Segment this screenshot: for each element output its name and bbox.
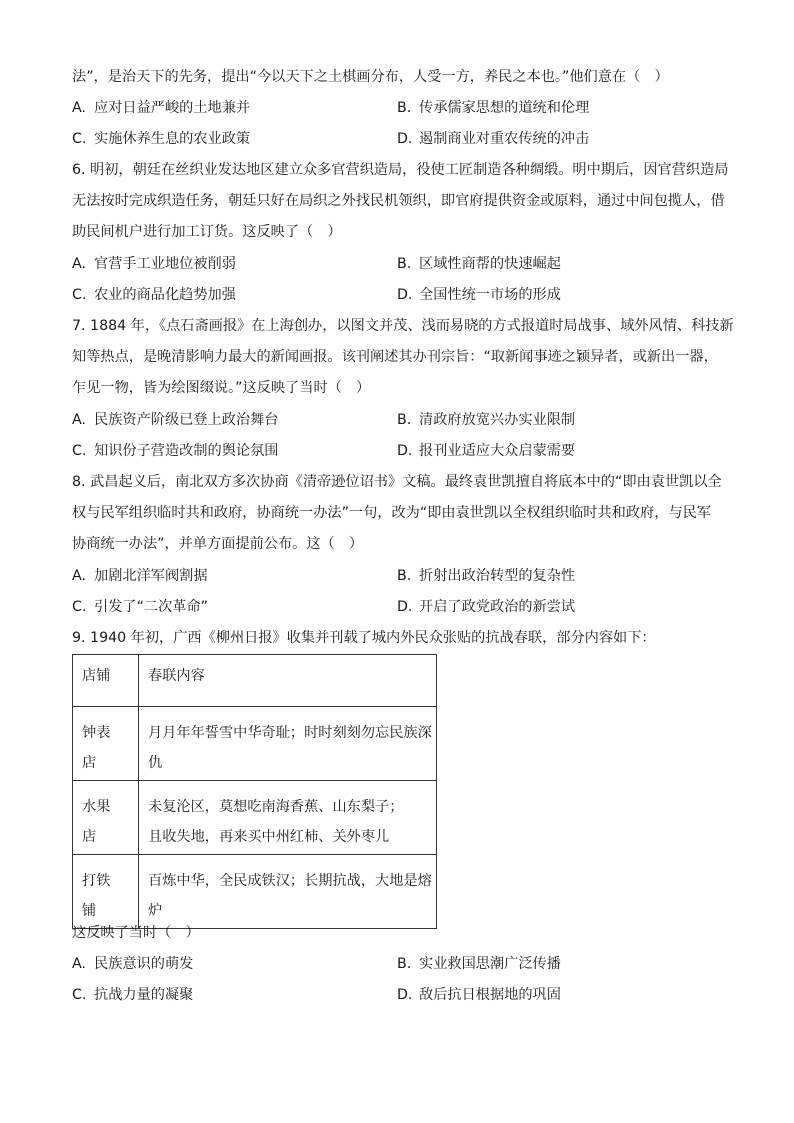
option-key: B. xyxy=(397,100,412,116)
option-key: A. xyxy=(72,412,86,428)
option-text: 区域性商帮的快速崛起 xyxy=(419,256,561,272)
option-key: D. xyxy=(397,287,413,303)
q8-stem-line-3: 协商统一办法”，并单方面提前公布。这（ ） xyxy=(72,536,364,552)
option-key: B. xyxy=(397,256,412,272)
option-text: 传承儒家思想的道统和伦理 xyxy=(419,100,590,116)
option-key: C. xyxy=(72,287,87,303)
option-text: 遏制商业对重农传统的冲击 xyxy=(419,131,590,147)
q9-option-c[interactable] xyxy=(72,985,193,1005)
q9-stem-line-1: 9. 1940 年初，广西《柳州日报》收集并刊载了城内外民众张贴的抗战春联，部分内容如下： xyxy=(72,630,656,646)
shop-line-1: 水果 xyxy=(82,799,111,815)
option-key: A. xyxy=(72,956,86,972)
q8-option-b[interactable] xyxy=(397,566,575,586)
q8-stem-line-2: 权与民军组织临时共和政府，协商统一办法”一句，改为“即由袁世凯以全权组织临时共和政府，与民军 xyxy=(72,505,711,521)
option-text: 知识份子营造改制的舆论氛围 xyxy=(94,443,279,459)
q7-option-d[interactable] xyxy=(397,441,575,461)
couplet-line-1: 月月年年誓雪中华奇耻；时时刻刻勿忘民族深 xyxy=(148,725,432,741)
option-key: C. xyxy=(72,599,87,615)
q7-stem-line-3: 乍见一物，皆为绘图缀说。”这反映了当时（ ） xyxy=(72,380,371,396)
shop-line-2: 铺 xyxy=(82,903,97,919)
option-key: B. xyxy=(397,956,412,972)
q7-stem-line-1: 7. 1884 年，《点石斋画报》在上海创办，以图文并茂、浅而易晓的方式报道时局战事、域外风情、科技新 xyxy=(72,318,734,334)
shop-line-1: 打铁 xyxy=(82,873,111,889)
q6-stem-line-2: 无法按时完成织造任务，朝廷只好在局织之外找民机领织，即官府提供资金或原料，通过中间包揽人，借 xyxy=(72,193,725,209)
q8-option-c[interactable] xyxy=(72,597,208,617)
option-key: D. xyxy=(397,443,413,459)
option-key: C. xyxy=(72,131,87,147)
option-key: C. xyxy=(72,987,87,1003)
option-text: 农业的商品化趋势加强 xyxy=(94,287,236,303)
q6-option-b[interactable] xyxy=(397,254,561,274)
option-key: D. xyxy=(397,131,413,147)
q9-option-d[interactable] xyxy=(397,985,561,1005)
option-text: 实业救国思潮广泛传播 xyxy=(419,956,561,972)
option-key: A. xyxy=(72,568,86,584)
q6-option-a[interactable] xyxy=(72,254,236,274)
q7-stem-line-2: 知等热点，是晚清影响力最大的新闻画报。该刊阐述其办刊宗旨：“取新闻事迹之颖异者，或新出一器， xyxy=(72,349,718,365)
q6-option-d[interactable] xyxy=(397,285,561,305)
q8-stem-line-1: 8. 武昌起义后，南北双方多次协商《清帝逊位诏书》文稿。最终袁世凯擅自将底本中的“即由袁世凯以全 xyxy=(72,474,722,490)
option-key: A. xyxy=(72,256,86,272)
table-cell-couplet xyxy=(139,855,437,929)
q6-option-c[interactable] xyxy=(72,285,236,305)
q6-stem-line-3: 助民间机户进行加工订货。这反映了（ ） xyxy=(72,224,342,240)
option-text: 加剧北洋军阀割据 xyxy=(94,568,208,584)
option-text: 抗战力量的凝聚 xyxy=(94,987,194,1003)
option-text: 引发了“二次革命” xyxy=(94,599,209,615)
option-text: 报刊业适应大众启蒙需要 xyxy=(419,443,576,459)
q5-option-b[interactable] xyxy=(397,98,589,118)
option-text: 清政府放宽兴办实业限制 xyxy=(419,412,576,428)
couplet-table xyxy=(72,654,437,929)
option-text: 应对日益严峻的土地兼并 xyxy=(94,100,251,116)
shop-line-2: 店 xyxy=(82,829,97,845)
option-text: 敌后抗日根据地的巩固 xyxy=(419,987,561,1003)
option-key: D. xyxy=(397,987,413,1003)
table-header-row xyxy=(73,655,437,707)
option-text: 实施休养生息的农业政策 xyxy=(94,131,251,147)
option-text: 开启了政党政治的新尝试 xyxy=(419,599,576,615)
q5-option-a[interactable] xyxy=(72,98,250,118)
shop-line-1: 钟表 xyxy=(82,725,111,741)
option-key: C. xyxy=(72,443,87,459)
shop-line-2: 店 xyxy=(82,755,97,771)
q7-option-c[interactable] xyxy=(72,441,278,461)
option-key: A. xyxy=(72,100,86,116)
table-row xyxy=(73,707,437,781)
table-cell-shop xyxy=(73,707,139,781)
table-cell-couplet xyxy=(139,707,437,781)
table-row xyxy=(73,855,437,929)
option-text: 民族资产阶级已登上政治舞台 xyxy=(94,412,279,428)
table-header-couplet: 春联内容 xyxy=(139,655,437,707)
q5-stem-tail: 法”，是治天下的先务，提出“今以天下之土棋画分布，人受一方，养民之本也。”他们意在（ ） xyxy=(72,69,669,85)
table-cell-shop xyxy=(73,855,139,929)
couplet-line-1: 未复沦区，莫想吃南海香蕉、山东梨子； xyxy=(148,799,404,815)
table-header-shop: 店铺 xyxy=(73,655,139,707)
couplet-line-1: 百炼中华，全民成铁汉；长期抗战，大地是熔 xyxy=(148,873,432,889)
table-row xyxy=(73,781,437,855)
q8-option-d[interactable] xyxy=(397,597,575,617)
couplet-line-2: 仇 xyxy=(148,755,163,771)
couplet-line-2: 炉 xyxy=(148,903,163,919)
table-cell-couplet xyxy=(139,781,437,855)
option-key: B. xyxy=(397,568,412,584)
q9-option-b[interactable] xyxy=(397,954,561,974)
q5-option-c[interactable] xyxy=(72,129,250,149)
q7-option-b[interactable] xyxy=(397,410,575,430)
q9-stem-after-table: 这反映了当时（ ） xyxy=(72,925,200,941)
q5-option-d[interactable] xyxy=(397,129,589,149)
couplet-line-2: 且收失地，再来买中州红柿、关外枣儿 xyxy=(148,829,390,845)
option-key: D. xyxy=(397,599,413,615)
option-text: 民族意识的萌发 xyxy=(94,956,194,972)
q8-option-a[interactable] xyxy=(72,566,208,586)
option-text: 官营手工业地位被削弱 xyxy=(94,256,236,272)
q9-option-a[interactable] xyxy=(72,954,193,974)
option-text: 折射出政治转型的复杂性 xyxy=(419,568,576,584)
option-key: B. xyxy=(397,412,412,428)
option-text: 全国性统一市场的形成 xyxy=(419,287,561,303)
q7-option-a[interactable] xyxy=(72,410,278,430)
q6-stem-line-1: 6. 明初，朝廷在丝织业发达地区建立众多官营织造局，役使工匠制造各种绸缎。明中期后，因官营织造局 xyxy=(72,162,729,178)
table-cell-shop xyxy=(73,781,139,855)
